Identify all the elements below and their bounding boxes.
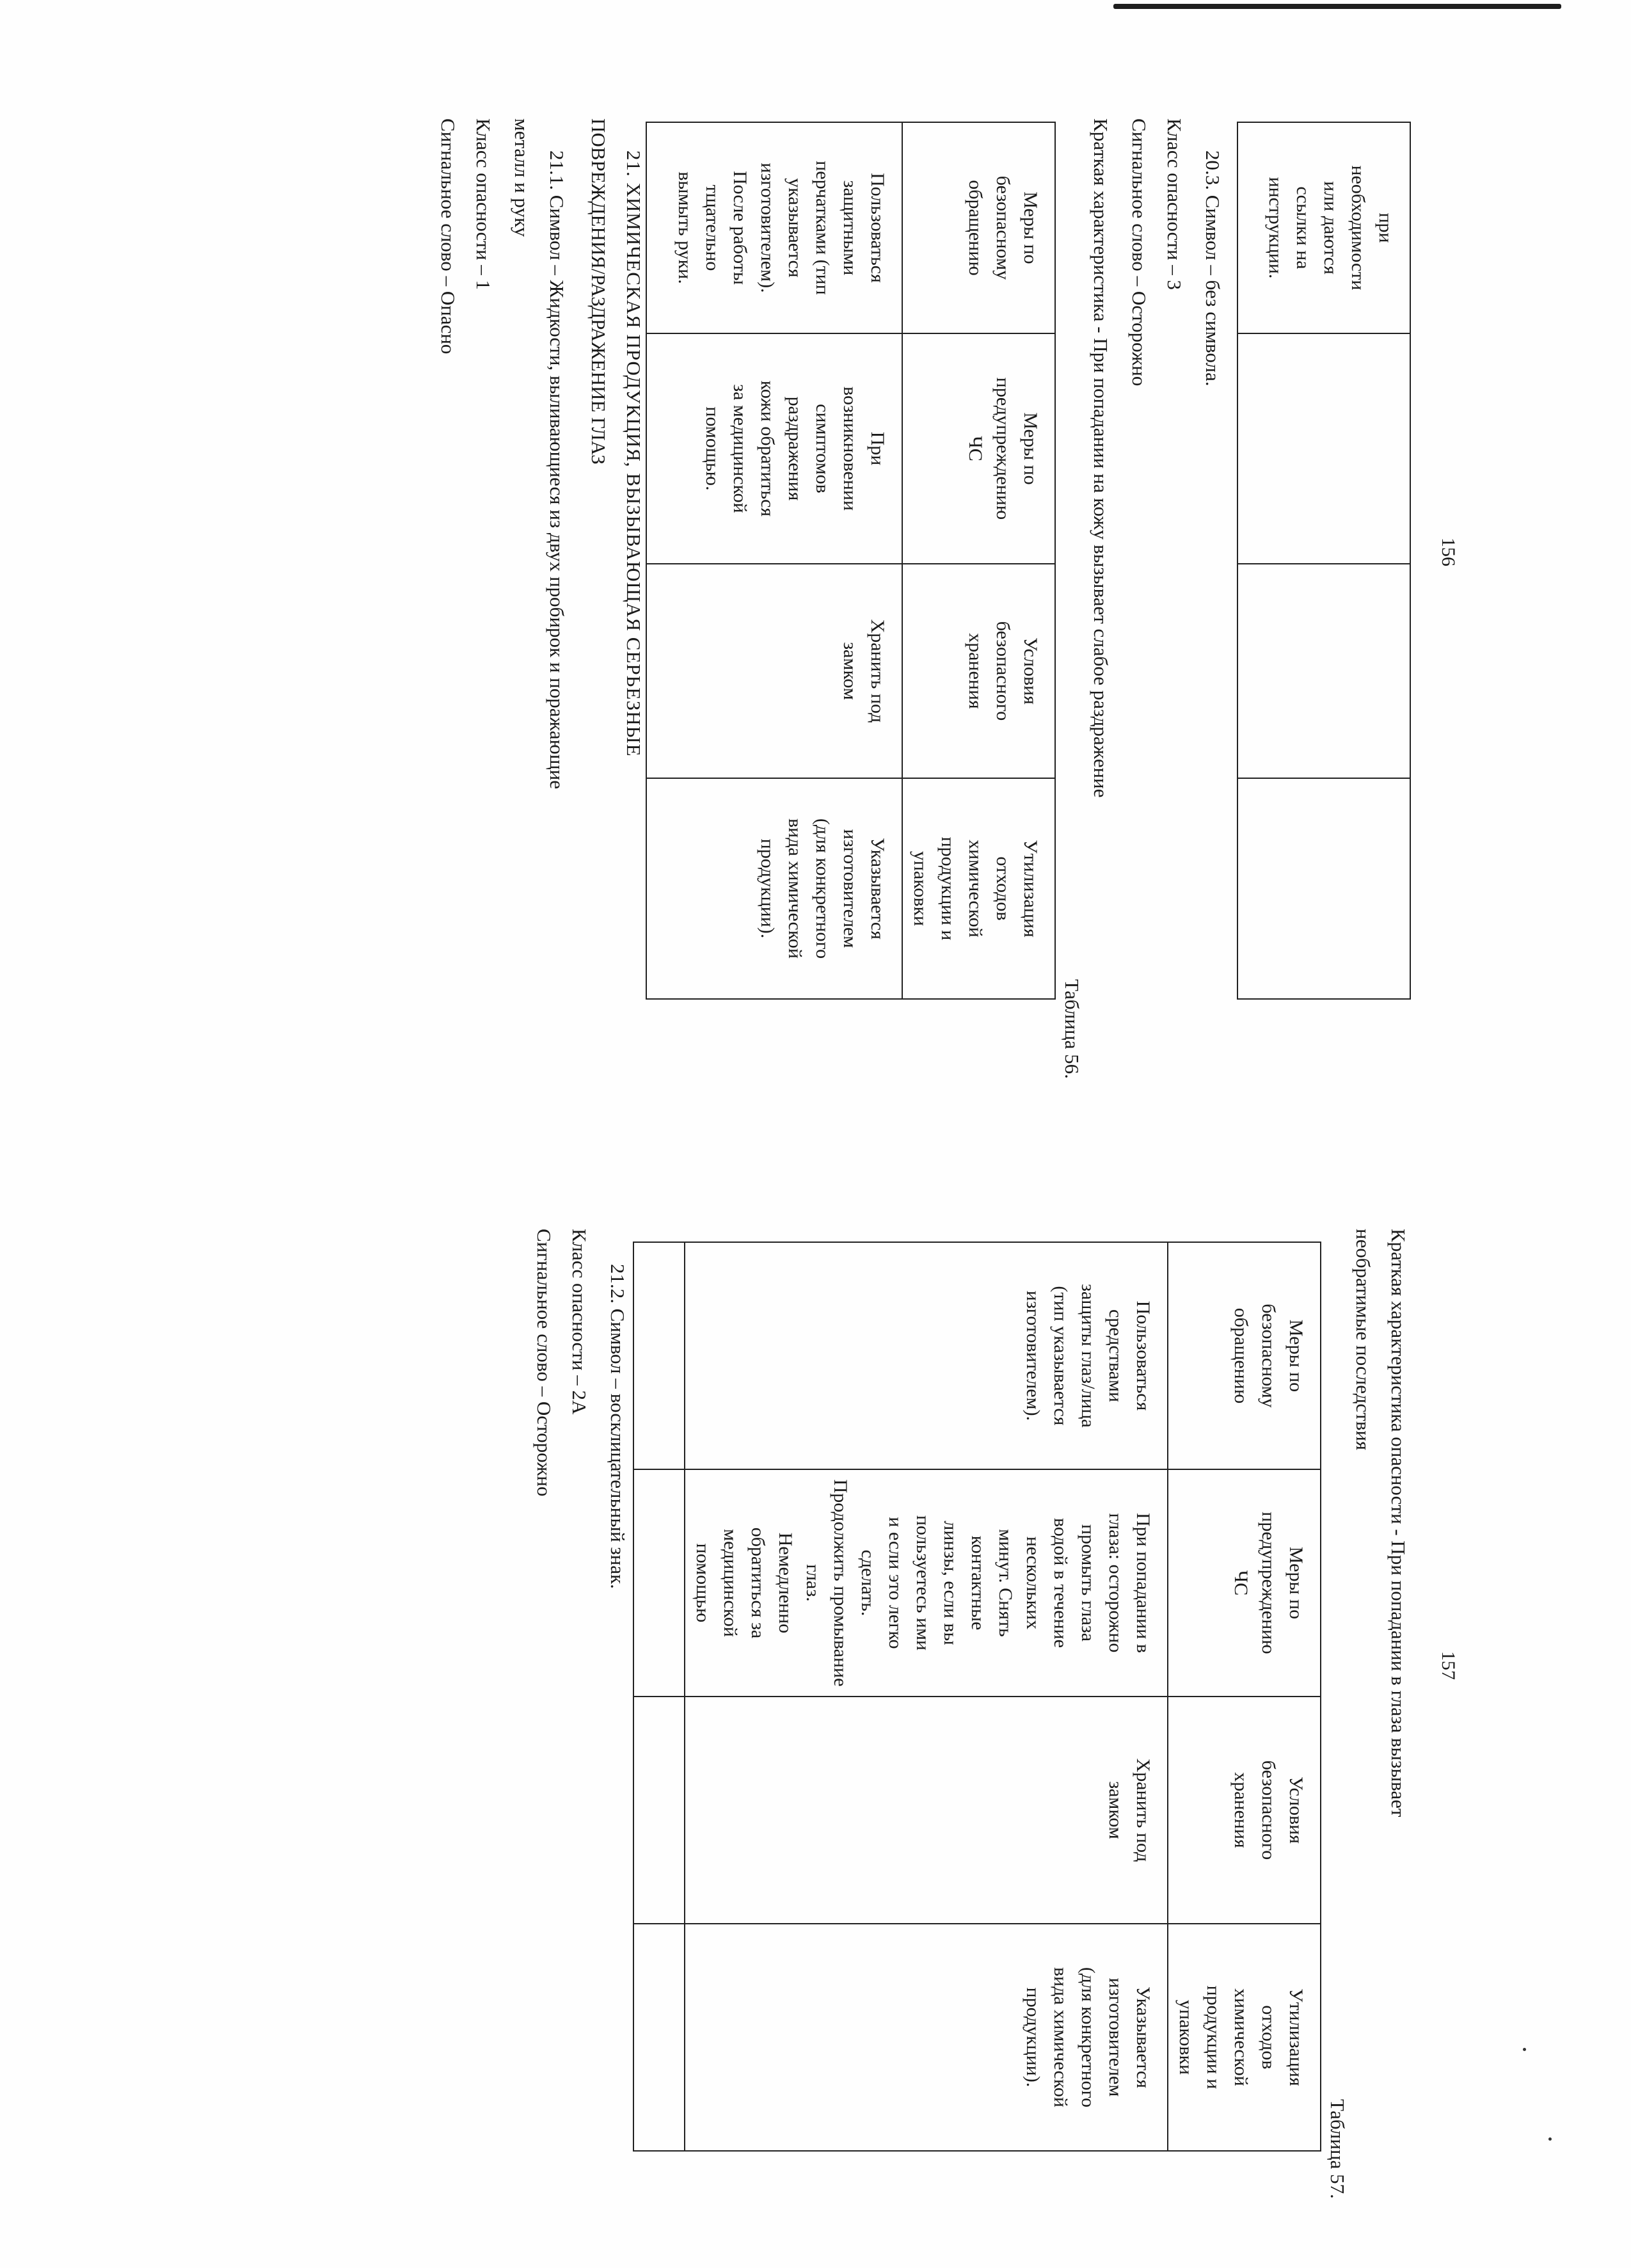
table-cell: При попадании в глаза: осторожно промыть глаза водой в течение нескольких минут. Снять контактные линзы, если вы пользуетесь ими и если это легко сделать. Продолжить промывание глаз. Немедленно обратиться за медицинской помощью [685, 1469, 1168, 1697]
signal-word-21-2: Сигнальное слово – Осторожно [533, 1229, 555, 1497]
page-number: 156 [1438, 538, 1459, 566]
section-21-heading: 21. ХИМИЧЕСКАЯ ПРОДУКЦИЯ, ВЫЗЫВАЮЩАЯ СЕРЬЕЗНЫЕ [623, 150, 645, 757]
symbol-21-1: 21.1. Символ – Жидкости, выливающиеся из двух пробирок и поражающие [546, 150, 568, 790]
short-description: Краткая характеристика опасности - При попадании в глаза вызывает [1387, 1229, 1410, 1817]
short-description: Краткая характеристика - При попадании на кожу вызывает слабое раздражение [1090, 118, 1112, 798]
section-21-heading-cont: ПОВРЕЖДЕНИЯ/РАЗДРАЖЕНИЕ ГЛАЗ [587, 118, 610, 465]
table-cell: Хранить под замком [646, 564, 902, 778]
table-caption: Таблица 57. [1326, 2099, 1349, 2199]
table-cell [1237, 778, 1410, 999]
table-cell: Указывается изготовителем (для конкретного вида химической продукции). [685, 1924, 1168, 2151]
page-number: 157 [1438, 1651, 1459, 1680]
symbol-21-2: 21.2. Символ – восклицательный знак. [607, 1264, 629, 1589]
table-cell: Пользоваться средствами защиты глаз/лица (тип указывается изготовителем). [685, 1242, 1168, 1469]
scan-edge-line [1113, 4, 1561, 9]
signal-word-21-1: Сигнальное слово – Опасно [437, 118, 459, 355]
table-cell [633, 1469, 685, 1697]
table-header-cell: Утилизация отходов химической продукции и упаковки [902, 778, 1055, 999]
symbol-21-1-cont: металл и руку [511, 118, 533, 237]
table-header-cell: Меры по безопасному обращению [1168, 1242, 1321, 1469]
table-56 [646, 122, 1056, 1000]
rotated-content [0, 90, 1484, 2265]
signal-word: Сигнальное слово – Осторожно [1128, 118, 1150, 387]
page-157 [0, 1203, 1484, 2240]
table-header-cell: Условия безопасного хранения [902, 564, 1055, 778]
table-header-cell: Меры по безопасному обращению [902, 122, 1055, 333]
hazard-class-21-1: Класс опасности – 1 [472, 118, 495, 291]
table-cell [1237, 333, 1410, 564]
scan-speck [1523, 2048, 1526, 2051]
table-cell: Указывается изготовителем (для конкретного вида химической продукции). [646, 778, 902, 999]
top-table-fragment [1237, 122, 1411, 1000]
table-cell [633, 1242, 685, 1469]
table-caption: Таблица 56. [1061, 979, 1083, 1079]
table-57 [633, 1242, 1321, 2152]
table-cell [1237, 564, 1410, 778]
table-cell [633, 1924, 685, 2151]
table-cell: При возникновении симптомов раздражения кожи обратиться за медицинской помощью. [646, 333, 902, 564]
table-header-cell: Меры по предупреждению ЧС [902, 333, 1055, 564]
table-cell: Пользоваться защитными перчатками (тип указывается изготовителем). После работы тщательно вымыть руки. [646, 122, 902, 333]
table-cell [633, 1697, 685, 1924]
table-header-cell: Утилизация отходов химической продукции и упаковки [1168, 1924, 1321, 2151]
short-description-cont: необратимые последствия [1352, 1229, 1374, 1451]
table-header-cell: Меры по предупреждению ЧС [1168, 1469, 1321, 1697]
symbol-20-3: 20.3. Символ – без символа. [1202, 150, 1224, 387]
page-156 [0, 90, 1484, 1126]
scan-speck [1548, 2137, 1552, 2141]
hazard-class-21-2: Класс опасности – 2А [568, 1229, 591, 1415]
hazard-class: Класс опасности – 3 [1163, 118, 1186, 291]
table-cell: Хранить под замком [685, 1697, 1168, 1924]
table-header-cell: Условия безопасного хранения [1168, 1697, 1321, 1924]
table-cell: при необходимости или даются ссылки на инструкции. [1237, 122, 1410, 333]
